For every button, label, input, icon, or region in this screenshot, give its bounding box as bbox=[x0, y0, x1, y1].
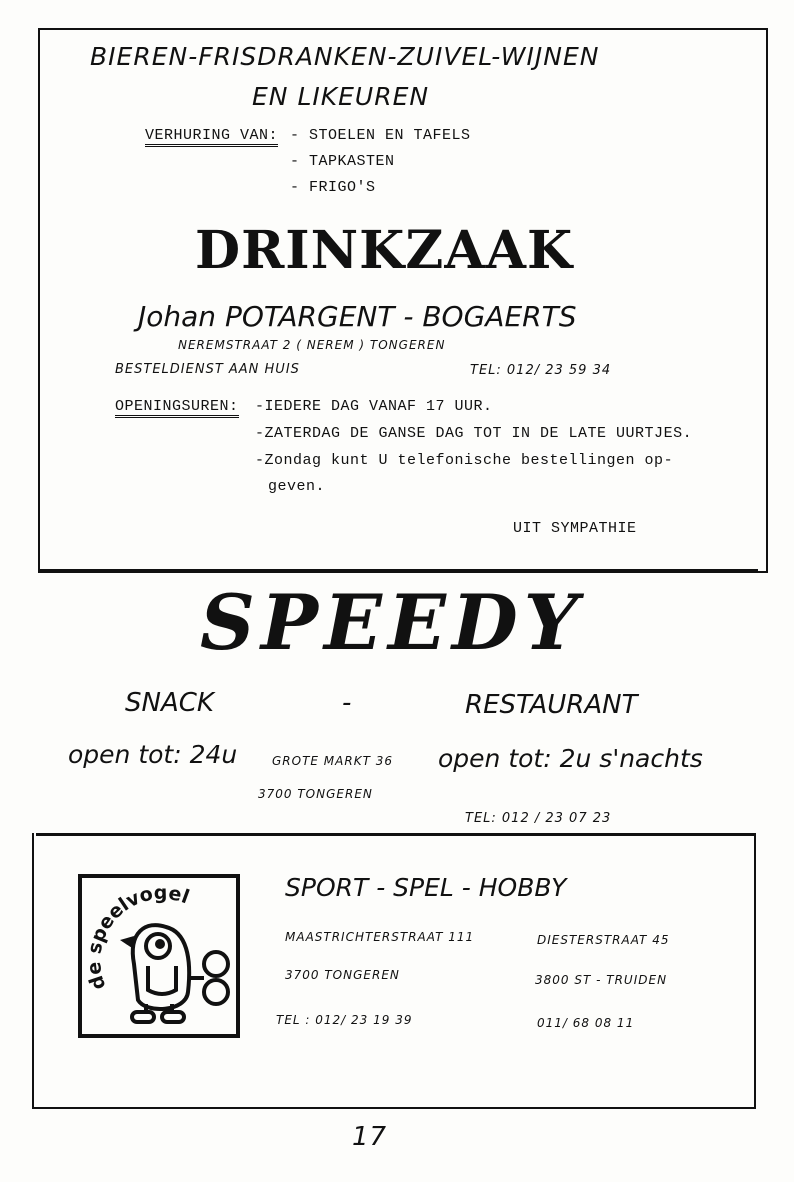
speedy-dash: - bbox=[342, 688, 353, 718]
hours-line: -Zondag kunt U telefonische bestellingen op- bbox=[255, 452, 674, 469]
rental-item: - FRIGO'S bbox=[290, 179, 376, 196]
logo-text: de speelvogel bbox=[83, 881, 193, 993]
rental-label: VERHURING VAN: bbox=[145, 127, 278, 147]
hours-line: -IEDERE DAG VANAF 17 UUR. bbox=[255, 398, 493, 415]
divider bbox=[38, 569, 758, 572]
drinkzaak-owner: Johan POTARGENT - BOGAERTS bbox=[138, 300, 577, 333]
speedy-city: 3700 TONGEREN bbox=[258, 787, 373, 801]
hours-label: OPENINGSUREN: bbox=[115, 398, 239, 418]
speelvogel-title: SPORT - SPEL - HOBBY bbox=[285, 873, 567, 902]
rental-item: - STOELEN EN TAFELS bbox=[290, 127, 471, 144]
shop1-city: 3700 TONGEREN bbox=[285, 968, 400, 982]
hours-line: geven. bbox=[268, 478, 326, 495]
speedy-restaurant: RESTAURANT bbox=[465, 690, 638, 720]
shop2-street: DIESTERSTRAAT 45 bbox=[537, 933, 670, 947]
speedy-open-left: open tot: 24u bbox=[68, 740, 238, 769]
drinkzaak-address: NEREMSTRAAT 2 ( NEREM ) TONGEREN bbox=[178, 338, 446, 352]
drinkzaak-heading-line1: BIEREN-FRISDRANKEN-ZUIVEL-WIJNEN bbox=[90, 42, 600, 71]
rental-item: - TAPKASTEN bbox=[290, 153, 395, 170]
shop1-street: MAASTRICHTERSTRAAT 111 bbox=[285, 930, 475, 944]
drinkzaak-phone: TEL: 012/ 23 59 34 bbox=[470, 363, 612, 378]
speedy-title: SPEEDY bbox=[200, 578, 585, 667]
shop2-city: 3800 ST - TRUIDEN bbox=[535, 973, 668, 987]
speedy-phone: TEL: 012 / 23 07 23 bbox=[465, 811, 612, 826]
drinkzaak-title: DRINKZAAK bbox=[195, 220, 574, 281]
speedy-street: GROTE MARKT 36 bbox=[272, 754, 393, 768]
page-number: 17 bbox=[352, 1122, 388, 1152]
drinkzaak-sympathy: UIT SYMPATHIE bbox=[513, 520, 637, 537]
drinkzaak-heading-line2: EN LIKEUREN bbox=[252, 82, 430, 111]
speedy-snack: SNACK bbox=[125, 688, 214, 718]
shop2-phone: 011/ 68 08 11 bbox=[537, 1016, 635, 1030]
speelvogel-logo bbox=[76, 872, 242, 1040]
speedy-open-right: open tot: 2u s'nachts bbox=[438, 744, 703, 773]
drinkzaak-delivery: BESTELDIENST AAN HUIS bbox=[115, 362, 300, 377]
shop1-phone: TEL : 012/ 23 19 39 bbox=[276, 1013, 413, 1027]
hours-line: -ZATERDAG DE GANSE DAG TOT IN DE LATE UURTJES. bbox=[255, 425, 693, 442]
